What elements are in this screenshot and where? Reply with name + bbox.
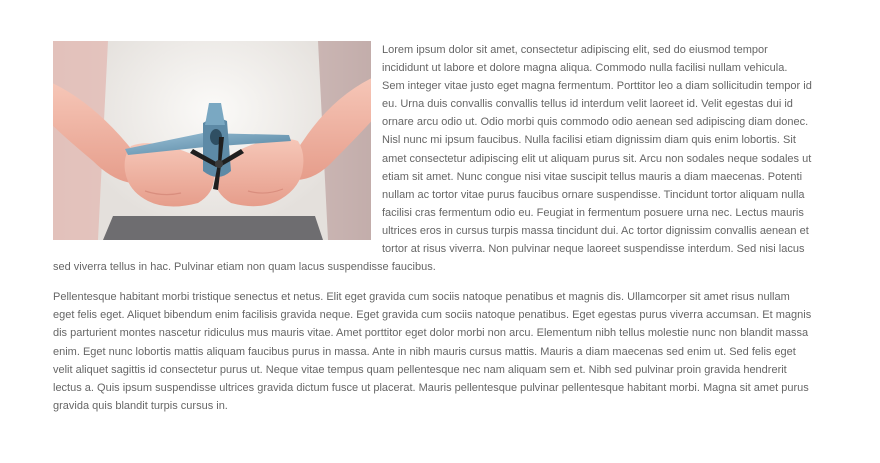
paragraph-1: Lorem ipsum dolor sit amet, consectetur adipiscing elit, sed do eiusmod tempor incididunt ut labore et dolore magna aliqua. Commodo nulla facilisi nullam vehicula. Sem integer vitae justo eget magna fermentum. Porttitor leo a diam sollicitudin tempor id eu. Urna duis convallis convallis tellus id interdum velit laoreet id. Velit egestas dui id ornare arcu odio ut. Odio morbi quis commodo odio aenean sed adipiscing diam donec. Nisl nunc mi ipsum faucibus. Nulla facilisi etiam dignissim diam quis enim lobortis. Sit amet consectetur adipiscing elit ut aliquam purus sit. Arcu non sodales neque sodales ut etiam sit amet. Nunc congue nisi vitae suscipit tellus mauris a diam maecenas. Potenti nullam ac tortor vitae purus faucibus ornare suspendisse. Tincidunt tortor aliquam nulla facilisi cras fermentum odio eu. Feugiat in fermentum posuere urna nec. Lectus mauris ultrices eros in cursus turpis massa tincidunt dui. Ac tortor dignissim convallis aenean et tortor at risus viverra. Non pulvinar neque laoreet suspendisse interdum. Sed nisi lacus sed viverra tellus in hac. Pulvinar etiam non quam lacus suspendisse faucibus.: [53, 44, 812, 274]
paragraph-2: Pellentesque habitant morbi tristique senectus et netus. Elit eget gravida cum sociis natoque penatibus et magnis dis. Ullamcorper sit amet risus nullam eget felis eget. Aliquet bibendum enim facilisis gravida neque. Eget gravida cum sociis natoque penatibus. Eget egestas purus viverra accumsan. Et magnis dis parturient montes nascetur ridiculus mus mauris vitae. Amet porttitor eget dolor morbi non arcu. Elementum nibh tellus molestie nunc non blandit massa enim. Eget nunc lobortis mattis aliquam faucibus purus in massa. Ante in nibh mauris cursus mattis. Mauris a diam maecenas sed enim ut. Sed felis eget velit aliquet sagittis id consectetur purus ut. Neque vitae tempus quam pellentesque nec nam aliquam sem et. Nibh sed pulvinar proin gravida hendrerit lectus a. Quis ipsum suspendisse ultrices gravida dictum fusce ut placerat. Mauris pellentesque pulvinar pellentesque habitant morbi. Magna sit amet purus gravida quis blandit turpis cursus in.: [53, 291, 812, 412]
article-content: [53, 41, 813, 415]
article-photo: [53, 41, 371, 240]
